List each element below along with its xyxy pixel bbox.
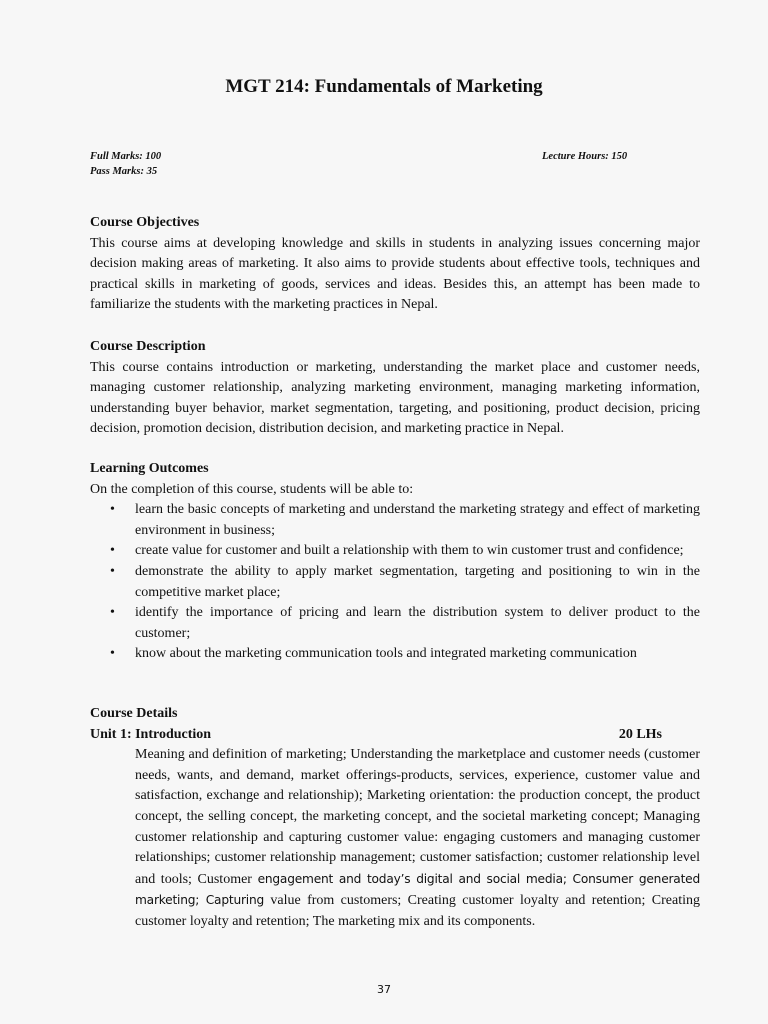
list-item: • demonstrate the ability to apply market segmentation, targeting and positioning to win in the competitive market place;	[135, 562, 700, 603]
full-marks: Full Marks: 100	[90, 151, 162, 162]
unit-1-text-part3: value from customers; Creating customer loyalty and retention; Creating customer loyalty and retention; The marketing mix and its components.	[135, 893, 700, 929]
course-objectives-heading: Course Objectives	[90, 215, 200, 230]
unit-1-body	[90, 745, 700, 932]
pass-marks: Pass Marks: 35	[90, 166, 158, 177]
course-description-section	[90, 337, 700, 440]
lecture-hours: Lecture Hours: 150	[542, 151, 628, 162]
course-objectives-section	[90, 213, 700, 316]
marks-info	[90, 149, 161, 179]
course-objectives-text: This course aims at developing knowledge and skills in students in analyzing issues concerning major decision making areas of marketing. It also aims to provide students about effective tools, techniques and practical skills in marketing of goods, services and ideas. Besides this, an attempt has been made to familiarize the students with the marketing practices in Nepal.	[90, 235, 700, 313]
list-item: • learn the basic concepts of marketing and understand the marketing strategy and effect of marketing environment in business;	[135, 500, 700, 541]
learning-outcomes-intro: On the completion of this course, students will be able to:	[90, 481, 414, 497]
list-item: • identify the importance of pricing and learn the distribution system to deliver product to the customer;	[135, 603, 700, 644]
unit-1-text-part2: engagement and today’s digital and social media; Consumer generated marketing; Capturing	[135, 871, 700, 908]
course-description-heading: Course Description	[90, 339, 206, 354]
list-item: • create value for customer and built a relationship with them to win customer trust and confidence;	[135, 541, 700, 562]
unit-1-title: Unit 1: Introduction	[90, 726, 212, 742]
page-title: MGT 214: Fundamentals of Marketing	[225, 76, 543, 97]
learning-outcomes-list	[90, 500, 700, 665]
learning-outcomes-heading: Learning Outcomes	[90, 461, 209, 476]
course-details-section	[90, 704, 700, 933]
course-description-text: This course contains introduction or marketing, understanding the market place and customer needs, managing customer relationship, analyzing marketing environment, managing marketing information, understanding buyer behavior, market segmentation, targeting, and positioning, product decision, pricing decision, promotion decision, distribution decision, and marketing practice in Nepal.	[90, 359, 700, 437]
unit-1-hours: 20 LHs	[618, 726, 662, 742]
unit-1-header	[90, 725, 700, 746]
list-item: • know about the marketing communication tools and integrated marketing communication	[135, 644, 700, 665]
course-details-heading: Course Details	[90, 706, 178, 721]
learning-outcomes-section	[90, 459, 700, 665]
unit-1-text-part1: Meaning and definition of marketing; Understanding the marketplace and customer needs (customer needs, wants, and demand, market offerings-products, services, experience, customer value and satisfaction, exchange and relationship); Marketing orientation: the production concept, the product concept, the selling concept, the marketing concept, and the societal marketing concept; Managing customer relationship and capturing customer value: engaging customers and managing customer relationships; customer relationship management; customer satisfaction; customer relationship level and tools; Customer	[135, 747, 700, 887]
page-number: 37	[377, 983, 391, 996]
